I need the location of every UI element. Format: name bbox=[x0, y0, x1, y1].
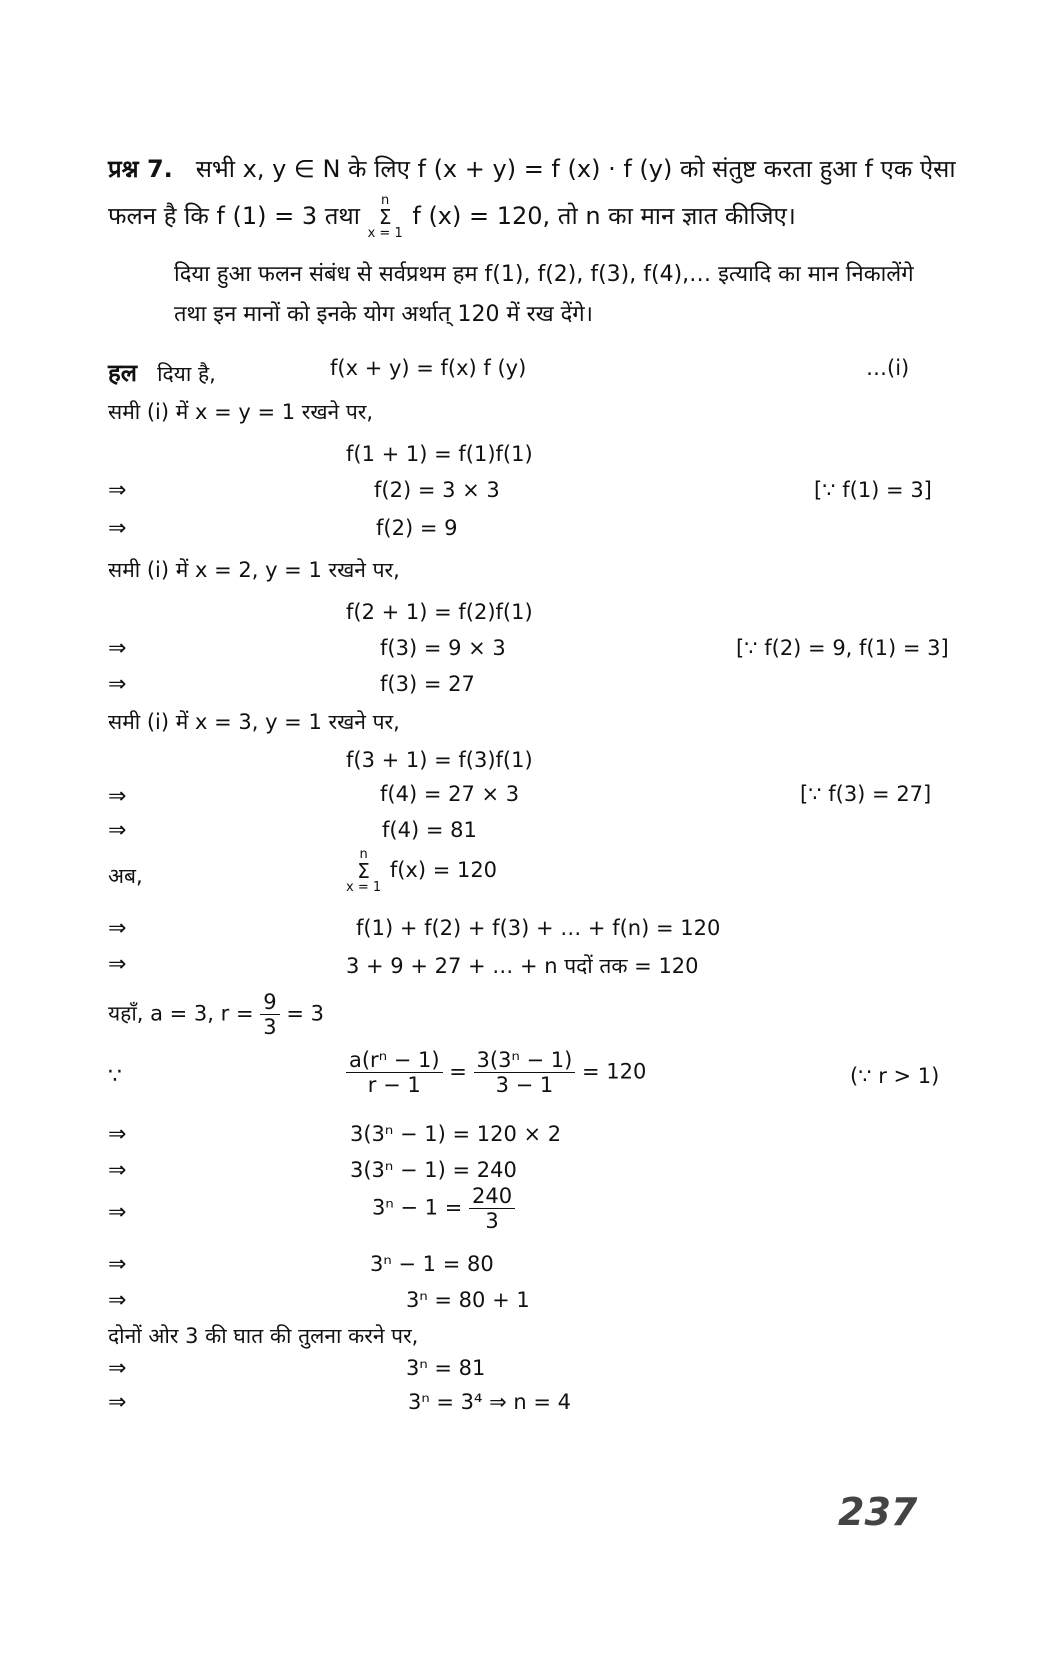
question-text-2a: फलन है कि f (1) = 3 तथा bbox=[108, 202, 360, 230]
step1-text: समी (i) में x = y = 1 रखने पर, bbox=[108, 400, 374, 424]
implies-icon: ⇒ bbox=[108, 916, 127, 941]
sum-upper-limit: n bbox=[359, 847, 368, 862]
because-icon: ∵ bbox=[108, 1064, 122, 1089]
implies-icon: ⇒ bbox=[108, 636, 127, 661]
r-numerator: 9 bbox=[260, 990, 279, 1015]
eq-b: 3(3ⁿ − 1) = 240 bbox=[350, 1158, 517, 1182]
step1-note: [∵ f(1) = 3] bbox=[814, 478, 932, 502]
ab-sum-expression bbox=[346, 848, 497, 894]
implies-icon: ⇒ bbox=[108, 1158, 127, 1183]
step2-eq3: f(3) = 27 bbox=[380, 672, 475, 696]
r-fraction bbox=[260, 990, 279, 1039]
step1-eq3: f(2) = 9 bbox=[376, 516, 458, 540]
gp-fraction-2 bbox=[474, 1048, 576, 1097]
solution-header bbox=[108, 356, 216, 389]
hint-line-1: दिया हुआ फलन संबंध से सर्वप्रथम हम f(1), f(2), f(3), f(4),… इत्यादि का मान निकालेंगे bbox=[174, 262, 914, 287]
implies-icon: ⇒ bbox=[108, 1200, 127, 1225]
gp-fraction-1 bbox=[346, 1048, 443, 1097]
here-text: यहाँ, a = 3, r = bbox=[108, 1001, 254, 1026]
gp-sum-line bbox=[346, 1048, 646, 1097]
sum-lower-limit: x = 1 bbox=[367, 226, 403, 241]
given-equation-ref: …(i) bbox=[866, 356, 910, 380]
eq-a: 3(3ⁿ − 1) = 120 × 2 bbox=[350, 1122, 562, 1146]
eq-f: 3ⁿ = 81 bbox=[406, 1356, 486, 1380]
step2-eq2: f(3) = 9 × 3 bbox=[380, 636, 506, 660]
eq-c-denominator: 3 bbox=[485, 1209, 499, 1234]
eq-c-left: 3ⁿ − 1 = bbox=[372, 1195, 463, 1220]
question-text-1: सभी x, y ∈ N के लिए f (x + y) = f (x) · f (y) को संतुष्ट करता हुआ f एक ऐसा bbox=[195, 155, 956, 183]
sigma-symbol: Σ bbox=[357, 859, 370, 883]
ab-sum bbox=[346, 848, 381, 894]
step3-text: समी (i) में x = 3, y = 1 रखने पर, bbox=[108, 710, 400, 734]
implies-icon: ⇒ bbox=[108, 1122, 127, 1147]
implies-icon: ⇒ bbox=[108, 1288, 127, 1313]
ab-eq: f(x) = 120 bbox=[389, 858, 498, 882]
question-label: प्रश्न 7. bbox=[108, 155, 173, 183]
ab-label: अब, bbox=[108, 864, 143, 888]
eq-e: 3ⁿ = 80 + 1 bbox=[406, 1288, 530, 1312]
implies-icon: ⇒ bbox=[108, 516, 127, 541]
eq-c-line bbox=[372, 1184, 515, 1233]
step2-text: समी (i) में x = 2, y = 1 रखने पर, bbox=[108, 558, 400, 582]
question-sum bbox=[368, 194, 403, 240]
eq-c-fraction bbox=[469, 1184, 515, 1233]
implies-icon: ⇒ bbox=[108, 672, 127, 697]
given-equation: f(x + y) = f(x) f (y) bbox=[330, 356, 527, 380]
eq-g: 3ⁿ = 3⁴ ⇒ n = 4 bbox=[408, 1390, 572, 1414]
question-line-2 bbox=[108, 194, 796, 240]
gp-note: (∵ r > 1) bbox=[850, 1064, 940, 1088]
gp-result: = 120 bbox=[582, 1059, 647, 1084]
step3-eq1: f(3 + 1) = f(3)f(1) bbox=[346, 748, 533, 772]
implies-icon: ⇒ bbox=[108, 1390, 127, 1415]
step1-eq2: f(2) = 3 × 3 bbox=[374, 478, 500, 502]
gp-denominator-2: 3 − 1 bbox=[495, 1073, 554, 1098]
step2-eq1: f(2 + 1) = f(2)f(1) bbox=[346, 600, 533, 624]
sigma-symbol: Σ bbox=[378, 205, 392, 229]
implies-icon: ⇒ bbox=[108, 784, 127, 809]
r-denominator: 3 bbox=[263, 1015, 277, 1040]
question-line-1 bbox=[108, 152, 956, 185]
series-eq1: f(1) + f(2) + f(3) + … + f(n) = 120 bbox=[356, 916, 721, 940]
step3-eq2: f(4) = 27 × 3 bbox=[380, 782, 520, 806]
step3-note: [∵ f(3) = 27] bbox=[800, 782, 932, 806]
eq-d: 3ⁿ − 1 = 80 bbox=[370, 1252, 494, 1276]
compare-text: दोनों ओर 3 की घात की तुलना करने पर, bbox=[108, 1324, 419, 1348]
sum-lower-limit: x = 1 bbox=[346, 880, 382, 895]
question-text-2b: f (x) = 120, तो n का मान ज्ञात कीजिए। bbox=[412, 202, 796, 230]
implies-icon: ⇒ bbox=[108, 952, 127, 977]
eq-c-numerator: 240 bbox=[469, 1184, 515, 1209]
series-eq2: 3 + 9 + 27 + … + n पदों तक = 120 bbox=[346, 954, 699, 978]
given-label: दिया है, bbox=[157, 362, 216, 386]
gp-numerator-2: 3(3ⁿ − 1) bbox=[474, 1048, 576, 1073]
step3-eq3: f(4) = 81 bbox=[382, 818, 477, 842]
implies-icon: ⇒ bbox=[108, 818, 127, 843]
hint-line-2: तथा इन मानों को इनके योग अर्थात् 120 में रख देंगे। bbox=[174, 302, 593, 327]
sum-upper-limit: n bbox=[381, 193, 390, 208]
step1-eq1: f(1 + 1) = f(1)f(1) bbox=[346, 442, 533, 466]
r-eq: = 3 bbox=[286, 1001, 324, 1026]
gp-denominator-1: r − 1 bbox=[367, 1073, 421, 1098]
here-line bbox=[108, 990, 324, 1039]
implies-icon: ⇒ bbox=[108, 1252, 127, 1277]
page-number: 237 bbox=[838, 1490, 918, 1534]
solution-label: हल bbox=[108, 359, 138, 387]
step2-note: [∵ f(2) = 9, f(1) = 3] bbox=[736, 636, 949, 660]
implies-icon: ⇒ bbox=[108, 1356, 127, 1381]
gp-equals: = bbox=[449, 1059, 467, 1084]
implies-icon: ⇒ bbox=[108, 478, 127, 503]
gp-numerator-1: a(rⁿ − 1) bbox=[346, 1048, 443, 1073]
